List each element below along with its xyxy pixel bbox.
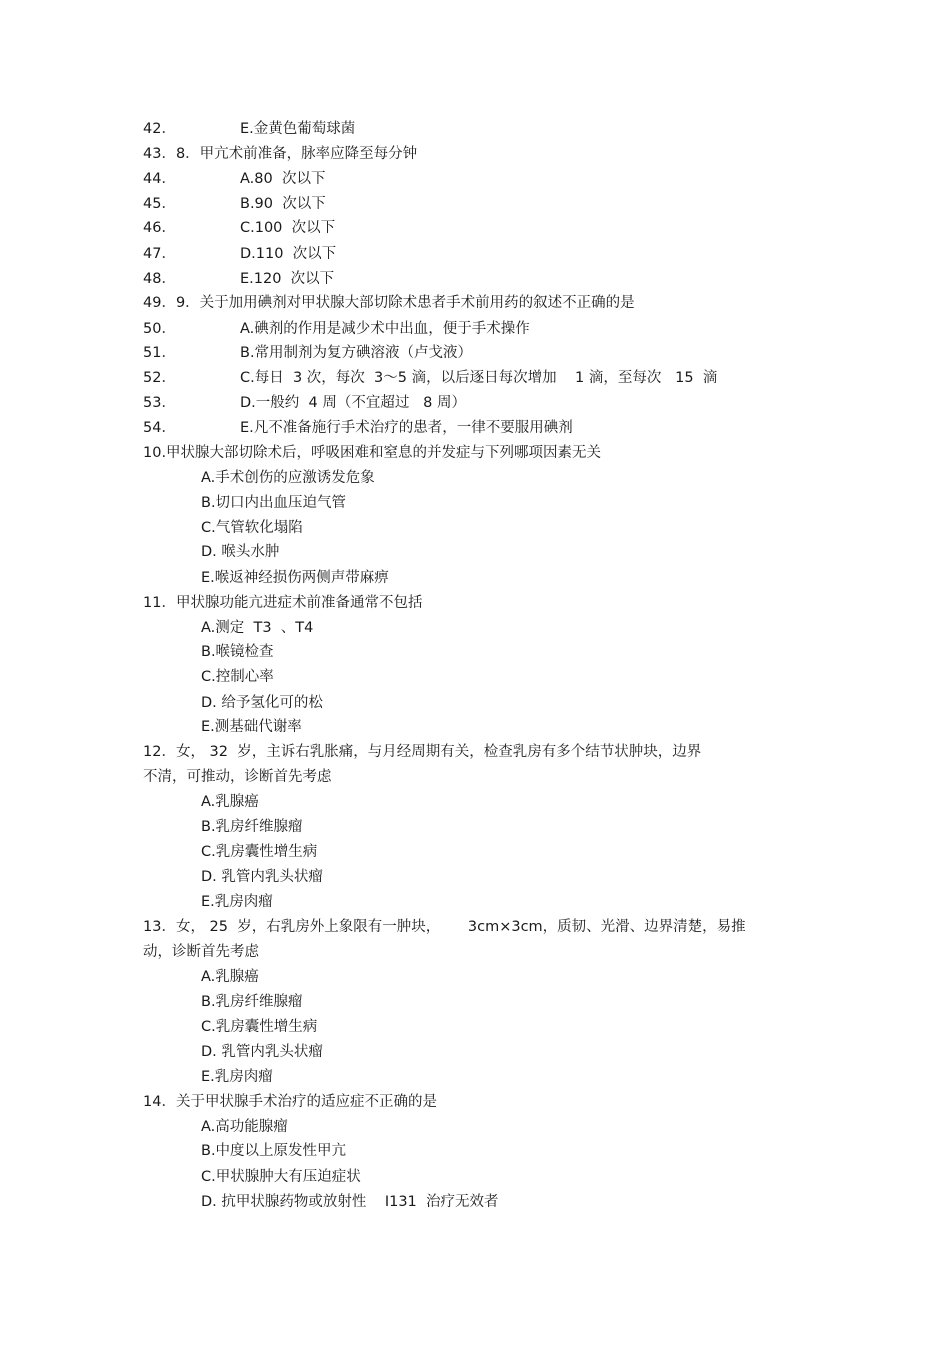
question-13-option-a: A.乳腺癌 bbox=[201, 969, 259, 985]
question-11-option-c: C.控制心率 bbox=[201, 669, 274, 685]
option-text: A.80 次以下 bbox=[240, 171, 326, 187]
line-number: 53． bbox=[143, 395, 176, 411]
question-11-option-a: A.测定 T3 、T4 bbox=[201, 620, 314, 636]
question-14-option-c: C.甲状腺肿大有压迫症状 bbox=[201, 1169, 361, 1185]
question-13-option-c: C.乳房囊性增生病 bbox=[201, 1019, 318, 1035]
question-11-option-d: D. 给予氢化可的松 bbox=[201, 695, 323, 711]
line-50 bbox=[143, 318, 530, 340]
option-text: A.碘剂的作用是减少术中出血，便于手术操作 bbox=[240, 321, 530, 337]
option-text: C.每日 3 次，每次 3～5 滴，以后逐日每次增加 1 滴，至每次 15 滴 bbox=[240, 370, 718, 386]
question-10-option-a: A.手术创伤的应激诱发危象 bbox=[201, 470, 375, 486]
question-12-option-c: C.乳房囊性增生病 bbox=[201, 844, 318, 860]
line-number: 52． bbox=[143, 370, 176, 386]
line-number: 46． bbox=[143, 220, 176, 236]
option-text: D.一般约 4 周（不宜超过 8 周） bbox=[240, 395, 466, 411]
line-number: 50． bbox=[143, 321, 176, 337]
option-text: C.100 次以下 bbox=[240, 220, 336, 236]
question-14-option-b: B.中度以上原发性甲亢 bbox=[201, 1143, 347, 1159]
question-14-stem: 14．关于甲状腺手术治疗的适应症不正确的是 bbox=[143, 1094, 437, 1110]
question-11-option-b: B.喉镜检查 bbox=[201, 644, 274, 660]
question-12-stem-line-2: 不清，可推动，诊断首先考虑 bbox=[143, 769, 332, 785]
line-number: 51． bbox=[143, 345, 176, 361]
line-42 bbox=[143, 118, 356, 140]
question-11-stem: 11．甲状腺功能亢进症术前准备通常不包括 bbox=[143, 595, 423, 611]
question-12-option-e: E.乳房肉瘤 bbox=[201, 894, 273, 910]
question-13-stem-line-1: 13．女， 25 岁，右乳房外上象限有一肿块， 3cm×3cm，质韧、光滑、边界清楚，易推 bbox=[143, 919, 746, 935]
question-14-option-a: A.高功能腺瘤 bbox=[201, 1119, 288, 1135]
question-13-option-b: B.乳房纤维腺瘤 bbox=[201, 994, 303, 1010]
option-text: E.120 次以下 bbox=[240, 271, 335, 287]
question-12-stem-line-1: 12．女， 32 岁，主诉右乳胀痛，与月经周期有关，检查乳房有多个结节状肿块，边界 bbox=[143, 744, 702, 760]
line-48 bbox=[143, 268, 335, 290]
question-10-option-b: B.切口内出血压迫气管 bbox=[201, 495, 347, 511]
question-13-option-e: E.乳房肉瘤 bbox=[201, 1069, 273, 1085]
question-13-option-d: D. 乳管内乳头状瘤 bbox=[201, 1044, 323, 1060]
question-11-option-e: E.测基础代谢率 bbox=[201, 719, 302, 735]
line-47 bbox=[143, 243, 337, 265]
line-number: 48． bbox=[143, 271, 176, 287]
question-8-stem: 43．8．甲亢术前准备，脉率应降至每分钟 bbox=[143, 146, 418, 162]
line-52 bbox=[143, 367, 718, 389]
option-text: B.90 次以下 bbox=[240, 196, 326, 212]
line-number: 42． bbox=[143, 121, 176, 137]
question-10-stem: 10.甲状腺大部切除术后，呼吸困难和窒息的并发症与下列哪项因素无关 bbox=[143, 445, 602, 461]
line-54 bbox=[143, 417, 573, 439]
line-51 bbox=[143, 342, 473, 364]
line-46 bbox=[143, 217, 336, 239]
question-12-option-b: B.乳房纤维腺瘤 bbox=[201, 819, 303, 835]
question-12-option-d: D. 乳管内乳头状瘤 bbox=[201, 869, 323, 885]
question-14-option-d: D. 抗甲状腺药物或放射性 I131 治疗无效者 bbox=[201, 1194, 499, 1210]
option-text: E.金黄色葡萄球菌 bbox=[240, 121, 356, 137]
option-text: B.常用制剂为复方碘溶液（卢戈液） bbox=[240, 345, 473, 361]
line-45 bbox=[143, 193, 326, 215]
question-13-stem-line-2: 动，诊断首先考虑 bbox=[143, 944, 259, 960]
question-10-option-d: D. 喉头水肿 bbox=[201, 544, 280, 560]
question-10-option-c: C.气管软化塌陷 bbox=[201, 520, 303, 536]
option-text: D.110 次以下 bbox=[240, 246, 337, 262]
question-9-stem: 49．9．关于加用碘剂对甲状腺大部切除术患者手术前用药的叙述不正确的是 bbox=[143, 295, 635, 311]
option-text: E.凡不准备施行手术治疗的患者，一律不要服用碘剂 bbox=[240, 420, 573, 436]
question-10-option-e: E.喉返神经损伤两侧声带麻痹 bbox=[201, 570, 389, 586]
line-53 bbox=[143, 392, 466, 414]
line-number: 44． bbox=[143, 171, 176, 187]
line-44 bbox=[143, 168, 326, 190]
line-number: 45． bbox=[143, 196, 176, 212]
line-number: 47． bbox=[143, 246, 176, 262]
line-number: 54． bbox=[143, 420, 176, 436]
question-12-option-a: A.乳腺癌 bbox=[201, 794, 259, 810]
